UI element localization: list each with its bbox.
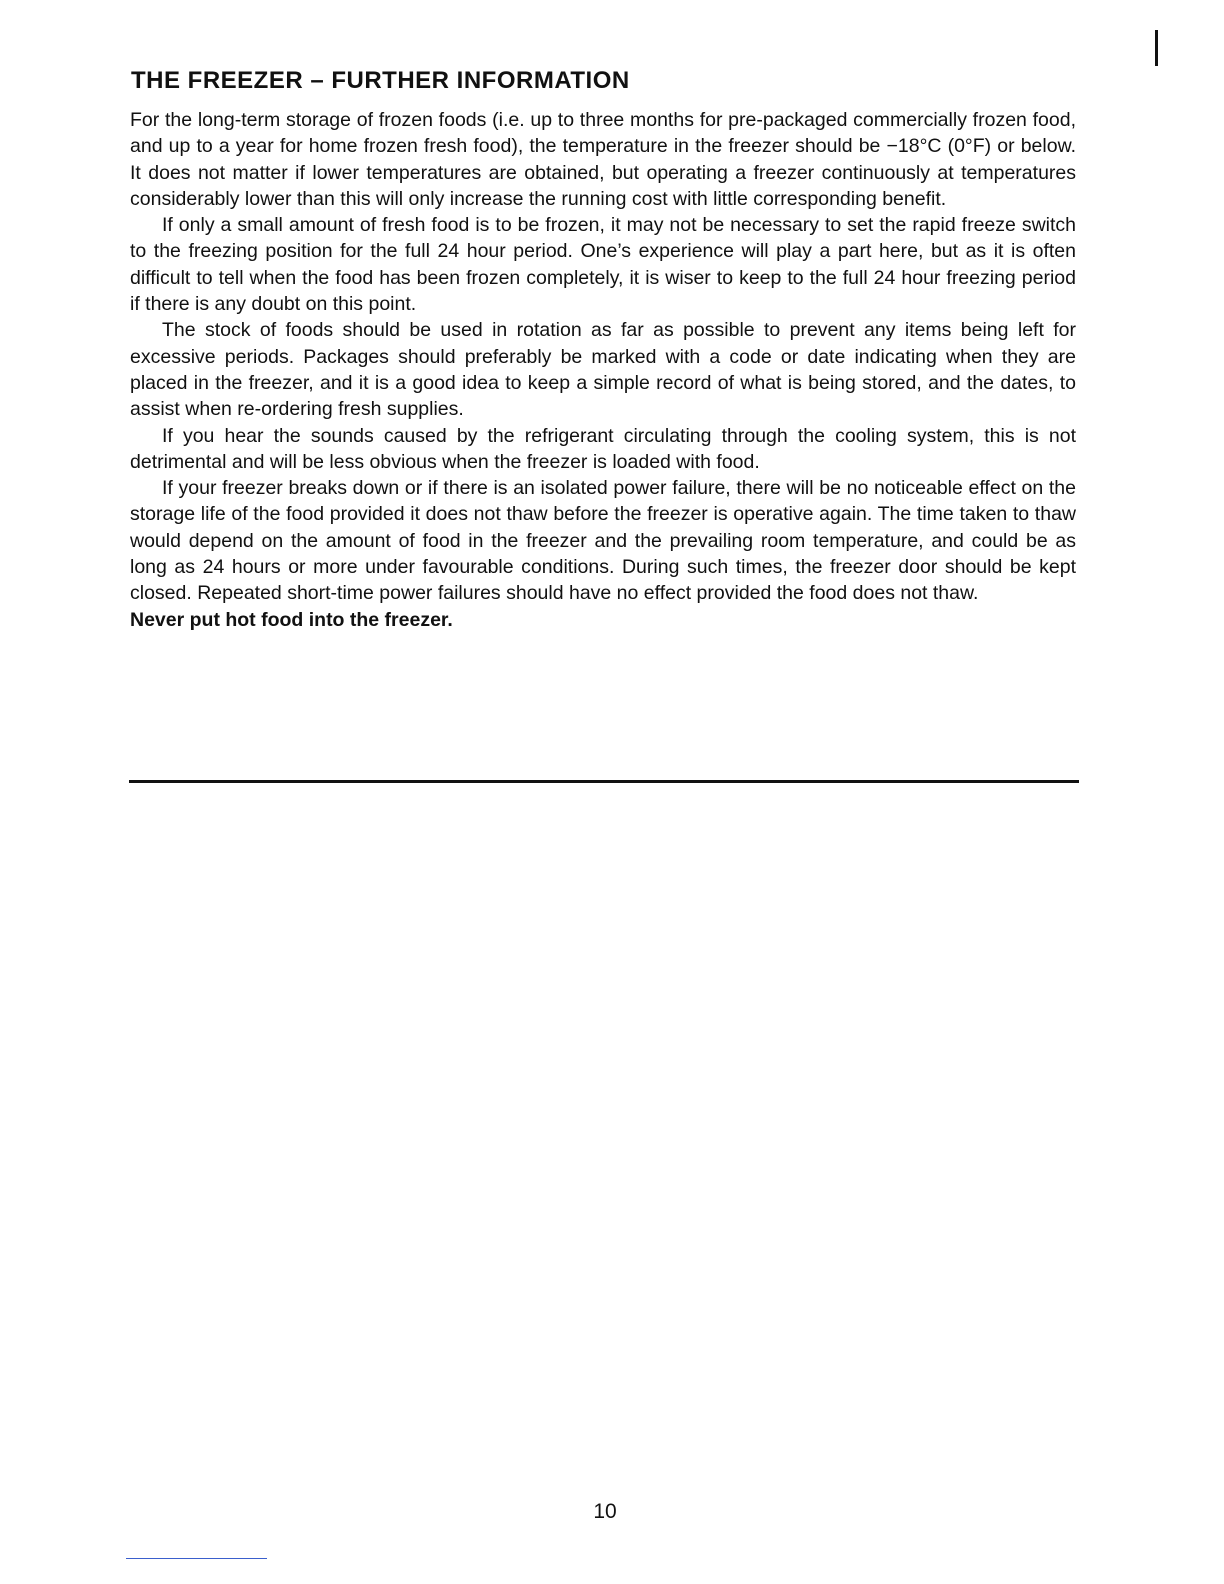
hot-food-warning: Never put hot food into the freezer. <box>130 608 453 631</box>
paragraph-stock-rotation: The stock of foods should be used in rotation as far as possible to prevent any items being left for excessive periods. Packages should preferably be marked with a code or date indicating when they are placed in the freezer, and it is a good idea to keep a simple record of what is being stored, and the dates, to assist when re-ordering fresh supplies. <box>130 319 1076 421</box>
paragraph-power-failure: If your freezer breaks down or if there is an isolated power failure, there will be no noticeable effect on the storage life of the food provided it does not thaw before the freezer is operative again. The time taken to thaw would depend on the amount of food in the freezer and the prevailing room temperature, and could be as long as 24 hours or more under favourable conditions. During such times, the freezer door should be kept closed. Repeated short-time power failures should have no effect provided the food does not thaw. <box>130 477 1076 605</box>
page-number: 10 <box>593 1500 617 1523</box>
bottom-edge-line <box>126 1558 267 1559</box>
body-text <box>130 107 1076 633</box>
margin-mark <box>1155 30 1158 66</box>
paragraph-rapid-freeze: If only a small amount of fresh food is to be frozen, it may not be necessary to set the rapid freeze switch to the freezing position for the full 24 hour period. One’s experience will play a part here, but as it is often difficult to tell when the food has been frozen completely, it is wiser to keep to the full 24 hour freezing period if there is any doubt on this point. <box>130 214 1076 316</box>
paragraph-storage-temperature: For the long-term storage of frozen foods (i.e. up to three months for pre-packaged commercially frozen food, and up to a year for home frozen fresh food), the temperature in the freezer should be −18°C (0°F) or below. It does not matter if lower temperatures are obtained, but operating a freezer continuously at temperatures considerably lower than this will only increase the running cost with little corresponding benefit. <box>130 109 1076 210</box>
section-divider <box>129 780 1079 783</box>
section-title: THE FREEZER – FURTHER INFORMATION <box>131 67 630 94</box>
paragraph-refrigerant-sounds: If you hear the sounds caused by the refrigerant circulating through the cooling system, this is not detrimental and will be less obvious when the freezer is loaded with food. <box>130 424 1076 473</box>
